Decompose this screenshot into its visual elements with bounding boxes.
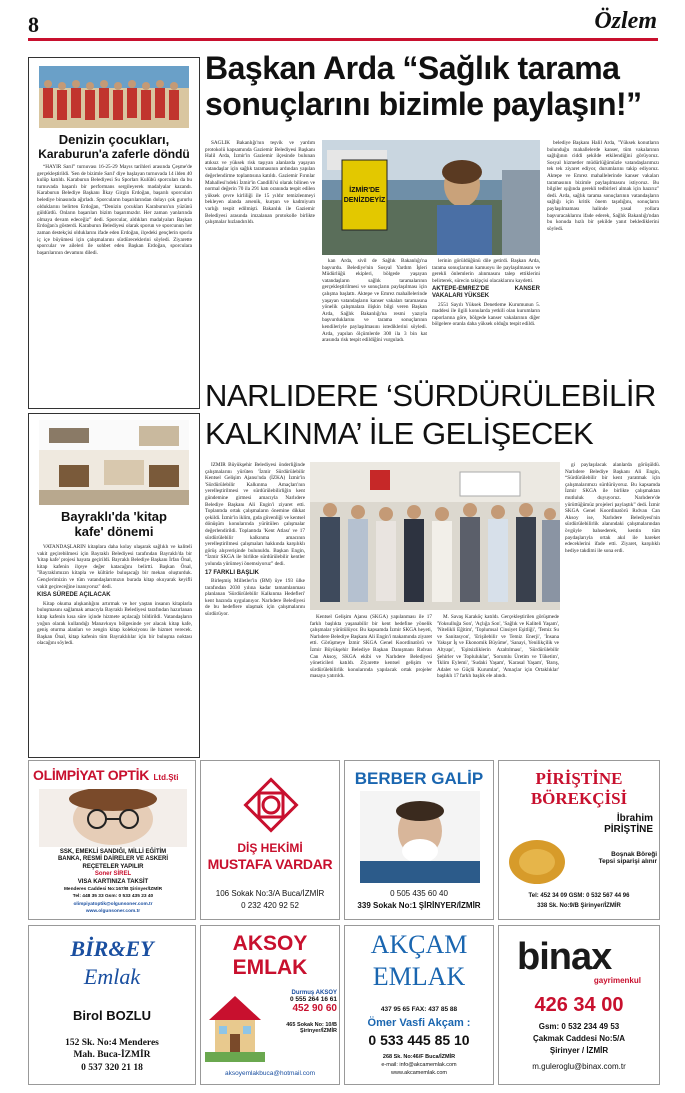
ad-olimpiyat-line3: REÇETELER YAPILIR bbox=[82, 863, 144, 870]
ad-akcam-phones: 437 95 65 FAX: 437 85 88 bbox=[380, 1006, 458, 1013]
ad-piristine-title1: PİRİŞTİNE bbox=[535, 769, 623, 788]
narlidere-col1-subheading: 17 FARKLI BAŞLIK bbox=[205, 569, 260, 576]
ad-dis-hekimi-phone: 0 232 420 92 52 bbox=[241, 901, 299, 910]
ad-akcam-emlak bbox=[344, 925, 494, 1085]
ad-binax bbox=[498, 925, 660, 1085]
ad-olimpiyat-address: Menderes Caddesi No:167/B Şirinyer/İZMİR bbox=[63, 887, 163, 893]
ad-olimpiyat-web: www.olgunsoner.com.tr bbox=[85, 909, 141, 915]
ad-piristine-tag2: Tepsi siparişi alınır bbox=[598, 858, 657, 865]
side-story-2-title-line1: Bayraklı'da 'kitap bbox=[61, 509, 167, 524]
ad-binax-address1: Çakmak Caddesi No:5/A bbox=[532, 1034, 626, 1043]
header-rule bbox=[28, 38, 658, 41]
ad-olimpiyat-person: Soner SİREL bbox=[94, 871, 132, 878]
main-article-col2 bbox=[322, 258, 427, 373]
ad-birey-address1: 152 Sk. No:4 Menderes bbox=[65, 1038, 159, 1048]
ad-olimpiyat-phone: Tel: 448 35 33 Gsm: 0 533 435 23 40 bbox=[72, 894, 154, 900]
side-story-2-body bbox=[37, 544, 192, 754]
side-story-2-title bbox=[33, 509, 195, 539]
side-story-2-subheading: KISA SÜREDE AÇILACAK bbox=[37, 592, 111, 599]
narlidere-col2-text: Kentsel Gelişim Ajansı (SKGA) yapılanması ile 17 farklı başlıkta yaşanabilir bir kent hedefine yönelik çalışmalar yürütülüyor. Bu kapsamda İzmir SKGA heyeti, Narlıdere Belediye Başkanı Ali Engin'i makamında ziyaret etti. Görüşmeye İzmir SKGA Genel Koordinatörü ve İzmir Büyükşehir Belediye Başkan Danışmanı Rıdvan Can Aksoy, SKGA ekibi ve Narlıdere Belediyesi yöneticileri katıldı. Ziyarette kentsel gelişim ve sürdürülebilirlik konularında yapılacak ortak projeler masaya yatırıldı. bbox=[310, 614, 432, 680]
ad-piristine-photo bbox=[507, 837, 567, 887]
ad-aksoy-phone1: 0 555 264 16 61 bbox=[290, 996, 337, 1003]
narlidere-photo bbox=[310, 462, 560, 610]
ad-olimpiyat-title-wrap bbox=[33, 767, 193, 785]
ad-berber-title: BERBER GALİP bbox=[354, 769, 484, 788]
ad-aksoy-address1: 465 Sokak No: 10/B bbox=[286, 1022, 337, 1028]
main-article-photo bbox=[322, 140, 540, 255]
narlidere-col1b-text: Birleşmiş Milletler'in (BM) üye 193 ülke tarafından 2030 yılına kadar tamamlanması planlanan 'Sürdürülebilir Kalkınma Hedefleri' kent bazında uygulanıyor. Narlıdere Belediyesi de bu hedeflere ulaşmak için çalışmalarını sürdürüyor. bbox=[205, 578, 305, 618]
narlidere-title-line2: KALKINMA’ İLE GELİŞECEK bbox=[205, 416, 594, 451]
ad-piristine-title2: BÖREKÇİSİ bbox=[530, 789, 628, 808]
ad-piristine-owner bbox=[604, 813, 653, 835]
ad-binax-brand: binax bbox=[517, 936, 612, 978]
ad-olimpiyat-line2: BANKA, RESMİ DAİRELER VE ASKERİ bbox=[57, 856, 169, 863]
ad-dis-hekimi-name: MUSTAFA VARDAR bbox=[207, 856, 333, 872]
photo-sign-text-1: İZMİR'DE bbox=[349, 187, 380, 194]
ad-binax-address2: Şirinyer / İZMİR bbox=[549, 1046, 609, 1055]
side-story-2 bbox=[28, 413, 200, 758]
ad-olimpiyat-line1: SSK, EMEKLİ SANDIĞI, MİLLİ EĞİTİM bbox=[59, 849, 167, 855]
ad-olimpiyat-photo bbox=[39, 789, 187, 847]
ad-aksoy-address2: Şirinyer/İZMİR bbox=[300, 1028, 337, 1034]
side-story-2-photo bbox=[39, 420, 189, 505]
ad-olimpiyat-optik bbox=[28, 760, 196, 920]
page-number: 8 bbox=[28, 12, 39, 37]
main-article-col3-text: lerinin görüldüğünü dile getirdi. Başkan Arda, tarama sonuçlarının kamuoyu ile paylaşılmasını ve gerekli önlemlerin alınmasını talep ettiklerini belirterek, sürecin takipçisi olacaklarını kaydetti. bbox=[432, 258, 540, 284]
ad-dis-hekimi-title: DİŞ HEKİMİ bbox=[237, 841, 303, 855]
ad-berber-photo bbox=[360, 791, 480, 883]
side-story-2-text-2: Kitap okuma alışkanlığını artırmak ve her yaştan insanın kitaplarla buluşmasını sağlamak amacıyla Bayraklı Belediyesi tarafından hazırlanan kitap kafenin kısa süre içinde hizmete açılacağı bildirildi. Vatandaşların yoğun olarak kullandığı Manavkuyu bölgesinde yer alacak kitap kafe, geniş oturma alanları ve zengin kitap koleksiyonu ile hizmet verecek. Başkan Önal, kitap kafenin tüm Bayraklılılar için bir buluşma noktası olacağını söyledi. bbox=[37, 600, 192, 647]
ad-piristine-phone: Tel: 452 34 09 GSM: 0 532 567 44 96 bbox=[528, 893, 630, 899]
narlidere-col4 bbox=[565, 462, 660, 758]
ad-dis-hekimi bbox=[200, 760, 340, 920]
ad-piristine-address: 338 Sk. No:9/B Şirinyer/İZMİR bbox=[537, 903, 621, 909]
ad-akcam-gsm: 0 533 445 85 10 bbox=[368, 1032, 470, 1048]
ad-akcam-title1: AKÇAM bbox=[370, 930, 468, 959]
ad-olimpiyat-email: olimpiyatoptik@olgunsoner.com.tr bbox=[73, 901, 153, 907]
page-header bbox=[0, 0, 685, 40]
ad-dis-hekimi-logo bbox=[241, 775, 301, 835]
side-story-2-text: VATANDAŞLARIN kitaplara daha kolay ulaşarak sağlıklı ve kaliteli vakit geçirebilmesi için Bayraklı Belediyesi tarafından Bayraklı'da bir 'kitap kafe' projesi hayata geçirildi. Bayraklı Belediye Başkanı İrfan Önal, kitap kafenin ilçeye değer katacağını belirtti. Başkan Önal, "Bayraklımızın kitapla ve kültürle buluşacağı bir mekan oluşturduk. Gençlerimizin ve tüm vatandaşlarımızın burada kitap okuyarak keyifli vakit geçireceğine inanıyoruz" dedi. bbox=[37, 544, 192, 590]
main-article-title-line1: Başkan Arda “Sağlık tarama bbox=[205, 50, 620, 86]
ad-birey-title1: BİR&EY bbox=[70, 936, 154, 961]
narlidere-col3 bbox=[437, 614, 559, 758]
ad-akcam-title2: EMLAK bbox=[372, 962, 466, 991]
main-article-col1-text: SAĞLIK Bakanlığı'nın teşvik ve yardım protokolü kapsamında Gaziemir Belediyesi Başkanı Halil Arda, İzmir'in Gaziemir ilçesinde bulunan atıksız ve yüksek risk taşıyan alanlarda yaşayan vatandaşlar için sağlık taramasının ardından yapılan değerlendirme toplantısına katıldı. Gaziemir Fırınlar Mahallesi'ndeki İzmir'in Candilli'si olarak bilinen ve normal değerin 70 ila 291 katı oranında tespit edilen yüksek çevre kirliliği ile 15 yıldır temizlenmeyi bekleyen alanda arsenik, kurşun ve kadmiyum varlığı tespit edilmişti. Bakanlık ile Gaziemir Belediyesi arasında imzalanan protokolle birlikte çalışmalar hızlandırıldı. bbox=[205, 140, 315, 226]
side-story-1-title-line1: Denizin çocukları, bbox=[58, 132, 170, 147]
ad-binax-sub: gayrimenkul bbox=[593, 976, 641, 985]
ad-olimpiyat-title-suffix: Ltd.Şti bbox=[153, 773, 179, 782]
ad-piristine-tag1: Boşnak Böreği bbox=[611, 851, 657, 858]
ad-aksoy-email: aksoyemlakbuca@hotmail.com bbox=[224, 1070, 316, 1077]
ad-aksoy-title1: AKSOY bbox=[232, 932, 308, 955]
ad-birey-address2: Mah. Buca-İZMİR bbox=[73, 1050, 151, 1060]
ad-akcam-address: 268 Sk. No:46/F Buca/İZMİR bbox=[382, 1054, 456, 1060]
narlidere-col1-text: İZMİR Büyükşehir Belediyesi önderliğinde çalışmalarını yürüten 'İzmir Sürdürülebilir Kentsel Gelişim Ajansı'nda (İZKA) İzmir'in 'Sürdürülebilir Kalkınma Amaçları'nın yerelleştirilmesi ve sürdürülebilirliğin kent gündemine girmesi amacıyla Narlıdere Belediye Başkanı Ali Engin'i ziyaret etti. Toplantıda ortak çalışmaların önemine dikkat çekildi. İzmir'in iklim, gıda güvenliği ve kentsel dönüşüm konularında yürütülen çalışmalar değerlendirildi. Toplantıda 'Kent Atlası' ve 17 sürdürülebilir kalkınma amacının yerelleştirilmesi çalışmaları hakkında karşılıklı görüş alışverişinde bulunuldu. Başkan Engin, “İzmir SKGA ile birlikte sürdürülebilir kentler yolunda yürümeyi önemsiyoruz” dedi. bbox=[205, 462, 305, 567]
main-article-col2-text: kan Arda, sivil de Sağlık Bakanlığı'na başvurdu. Belediye'nin Sosyal Yardım İşleri Müdürlüğü ekipleri, bölgede yaşayan vatandaşların sağlık taramalarının gerçekleştirilmesi ve sonuçların paylaşılması için çalışma başlattı. Aktepe ve Emrez mahallelerinde yaşayan vatandaşların kanser vakaları taramasına yönelik çalışmalara ilişkin bilgi veren Başkan Arda, Sağlık Bakanlığı'na resmi yazıyla başvurduklarını ve tarama sonuçlarının kendileriyle paylaşılmasını istediklerini söyledi. Arda, yapılan ölçümlerde 300 ila 3 bin kat arasında risk tespit edildiğini vurguladı. bbox=[322, 258, 427, 344]
ad-aksoy-title2: EMLAK bbox=[232, 956, 308, 979]
ad-berber-phone: 0 505 435 60 40 bbox=[390, 889, 448, 898]
photo-sign-text-2: DENİZDEYİZ bbox=[343, 197, 386, 204]
narlidere-title-line1: NARLIDERE ‘SÜRDÜRÜLEBİLİR bbox=[205, 378, 656, 413]
side-story-1-title-line2: Karaburun'a zaferle döndü bbox=[38, 147, 190, 161]
ad-dis-hekimi-address: 106 Sokak No:3/A Buca/İZMİR bbox=[215, 889, 325, 898]
ad-piristine bbox=[498, 760, 660, 920]
ad-binax-phone: 426 34 00 bbox=[534, 994, 624, 1016]
ad-akcam-web: www.akcamemlak.com bbox=[391, 1070, 447, 1076]
ad-berber-address: 339 Sokak No:1 ŞİRİNYER/İZMİR bbox=[357, 901, 481, 910]
main-article-col4-text: belediye Başkanı Halil Arda, "Yüksek konutların bulunduğu mahallelerde kanser, tüm vakalarının sağlığının ciddi şekilde etkilendiğini görüyoruz. Sosyal hizmetler müdürlüğümüzle vatandaşlarımızı tek tek ziyaret ediyor, durumlarını takip ediyoruz. Aktepe ve Emrez mahallelerinde kanser vakaları taramasının bizimle paylaşılmasını istiyoruz. Bu bilgiler ışığında gerekli tedbirleri almak için hazırız" dedi. Arda, sağlık tarama sonuçlarının vatandaşların sağlığı için kritik önem taşıdığını, sonuçların paylaşılmaması halinde yasal yollara başvuracaklarını ifade ederek, Sağlık Bakanlığı'ndan bu konuda hızlı bir şekilde yanıt beklediklerini söyledi. bbox=[547, 140, 659, 232]
main-article-col1 bbox=[205, 140, 315, 370]
ad-aksoy-phone2: 452 90 60 bbox=[292, 1003, 337, 1014]
ad-binax-gsm: Gsm: 0 532 234 49 53 bbox=[538, 1022, 620, 1031]
ad-birey-name: Birol BOZLU bbox=[73, 1008, 151, 1023]
ad-akcam-person: Ömer Vasfi Akçam : bbox=[367, 1017, 471, 1029]
ad-aksoy-house-icon bbox=[205, 990, 265, 1062]
main-article-col3 bbox=[432, 258, 540, 373]
ad-aksoy-details bbox=[265, 990, 337, 1034]
main-article-col3b-text: 2551 Sayılı Yüksek Denetleme Kurumunun 5. maddesi ile ilgili konularda yetkili olan kurumların raporlarına göre, bölgede kanser vakalarının diğer bölgelere oranla daha yüksek olduğu tespit edildi. bbox=[432, 301, 540, 328]
ad-binax-logo bbox=[513, 936, 647, 988]
ad-akcam-email: e-mail: info@akcamemlak.com bbox=[381, 1062, 457, 1068]
ad-olimpiyat-line4: VISA KARTINIZA TAKSİT bbox=[77, 878, 149, 885]
main-article-col4 bbox=[547, 140, 659, 372]
narlidere-col4-text: gi paylaşılacak alanlarda görüşüldü. Narlıdere Belediye Başkanı Ali Engin, “Sürdürülebilir bir kent yaratmak için çalışmalarımızı sürdürüyoruz. Bu kapsamda İzmir SKGA ile birlikte çalışmaktan mutluluk duyuyoruz. Narlıdere'de yürüttüğümüz projeleri paylaştık” dedi. İzmir SKGA Genel Koordinatörü Rıdvan Can Aksoy ise, Narlıdere Belediyesi'nin sürdürülebilirlik alanındaki çalışmalarından övgüyle bahsederek, kentin tüm paydaşlarıyla ortak akıl ile hareket edeceklerini ifade etti. Ziyaret, karşılıklı hediye takdimi ile sona erdi. bbox=[565, 462, 660, 554]
ad-birey-title2: Emlak bbox=[83, 964, 141, 989]
main-article-col3-subheading: AKTEPE-EMREZ'DE KANSER VAKALARI YÜKSEK bbox=[432, 286, 540, 299]
side-story-1-text: “HAYIR Sarıl” turnuvası 16-25-29 Mayıs tarihleri arasında Çeşme'de gerçekleştirildi. 'Sen de bizimle Sarıl' diye başlayan turnuvada 14 ilden 40 kulüp katıldı. Karaburun Belediyesi Su Sporları Kulübü sporcuları da bu turnuvada başarılı bir performans sergileyerek madalyalar kazandı. Karaburun Belediye Başkanı İlkay Girgin Erdoğan, başarılı sporcuları belediye binasında ağırladı. Sporcuların başarılarından dolayı çok gururlu olduklarını belirten Erdoğan, “Denizin çocukları Karaburun'un yüzünü güldürdü. Onların başarıları bizim başarımızdır. Her zaman yanlarında olmaya devam edeceğiz” dedi. Sporcular, aldıkları madalyaları Başkan Erdoğan'a gösterdi. Karaburun Belediyesi olarak sporun ve sporcunun her zaman destekçisi olduklarını ifade eden Erdoğan, ilçedeki gençlerin sporla iç içe büyümesi için çalışmalarını sürdüreceklerini söyledi. Ziyarette sporcular ve aileleri ile sohbet eden Başkan Erdoğan, sporculara başarılarının devamını diledi. bbox=[37, 164, 192, 256]
side-story-1-photo bbox=[39, 66, 189, 128]
paper-name: Özlem bbox=[594, 8, 657, 34]
ad-birey-emlak bbox=[28, 925, 196, 1085]
ad-aksoy-emlak bbox=[200, 925, 340, 1085]
narlidere-col1 bbox=[205, 462, 305, 758]
ad-piristine-owner-last: PİRİŞTİNE bbox=[604, 824, 653, 835]
narlidere-col2 bbox=[310, 614, 432, 758]
ad-berber-galip bbox=[344, 760, 494, 920]
ad-olimpiyat-title: OLİMPİYAT OPTİK bbox=[33, 767, 150, 783]
main-article-title-line2: sonuçlarını bizimle paylaşın!” bbox=[205, 86, 642, 122]
ad-olimpiyat-details bbox=[31, 849, 195, 916]
ad-piristine-tags bbox=[571, 851, 657, 865]
side-story-1-title bbox=[33, 132, 195, 161]
side-story-1-body bbox=[37, 164, 192, 404]
ad-binax-email: m.guleroglu@binax.com.tr bbox=[532, 1062, 626, 1071]
narlidere-col3-text: M. Savaş Karaköç katıldı. Gerçekleştirilen görüşmede 'Yoksulluğa Son', 'Açlığa Son', 'Sağlık ve Kaliteli Yaşam', 'Nitelikli Eğitim', 'Toplumsal Cinsiyet Eşitliği', 'Temiz Su ve Sanitasyon', 'Erişilebilir ve Temiz Enerji', 'İnsana Yakışır İş ve Ekonomik Büyüme', 'Sanayi, Yenilikçilik ve Altyapı', 'Eşitsizliklerin Azaltılması', 'Sürdürülebilir Şehirler ve Topluluklar', 'Sorumlu Üretim ve Tüketim', 'İklim Eylemi', 'Sudaki Yaşam', 'Karasal Yaşam', 'Barış, Adalet ve Güçlü Kurumlar', 'Amaçlar için Ortaklıklar' başlıklı 17 farklı başlık ele alındı. bbox=[437, 614, 559, 680]
ad-piristine-owner-first: İbrahim bbox=[616, 813, 653, 824]
side-story-1 bbox=[28, 57, 200, 409]
side-story-2-title-line2: kafe' dönemi bbox=[74, 524, 154, 539]
ad-aksoy-person: Durmuş AKSOY bbox=[291, 990, 337, 996]
ad-birey-phone: 0 537 320 21 18 bbox=[81, 1063, 143, 1073]
